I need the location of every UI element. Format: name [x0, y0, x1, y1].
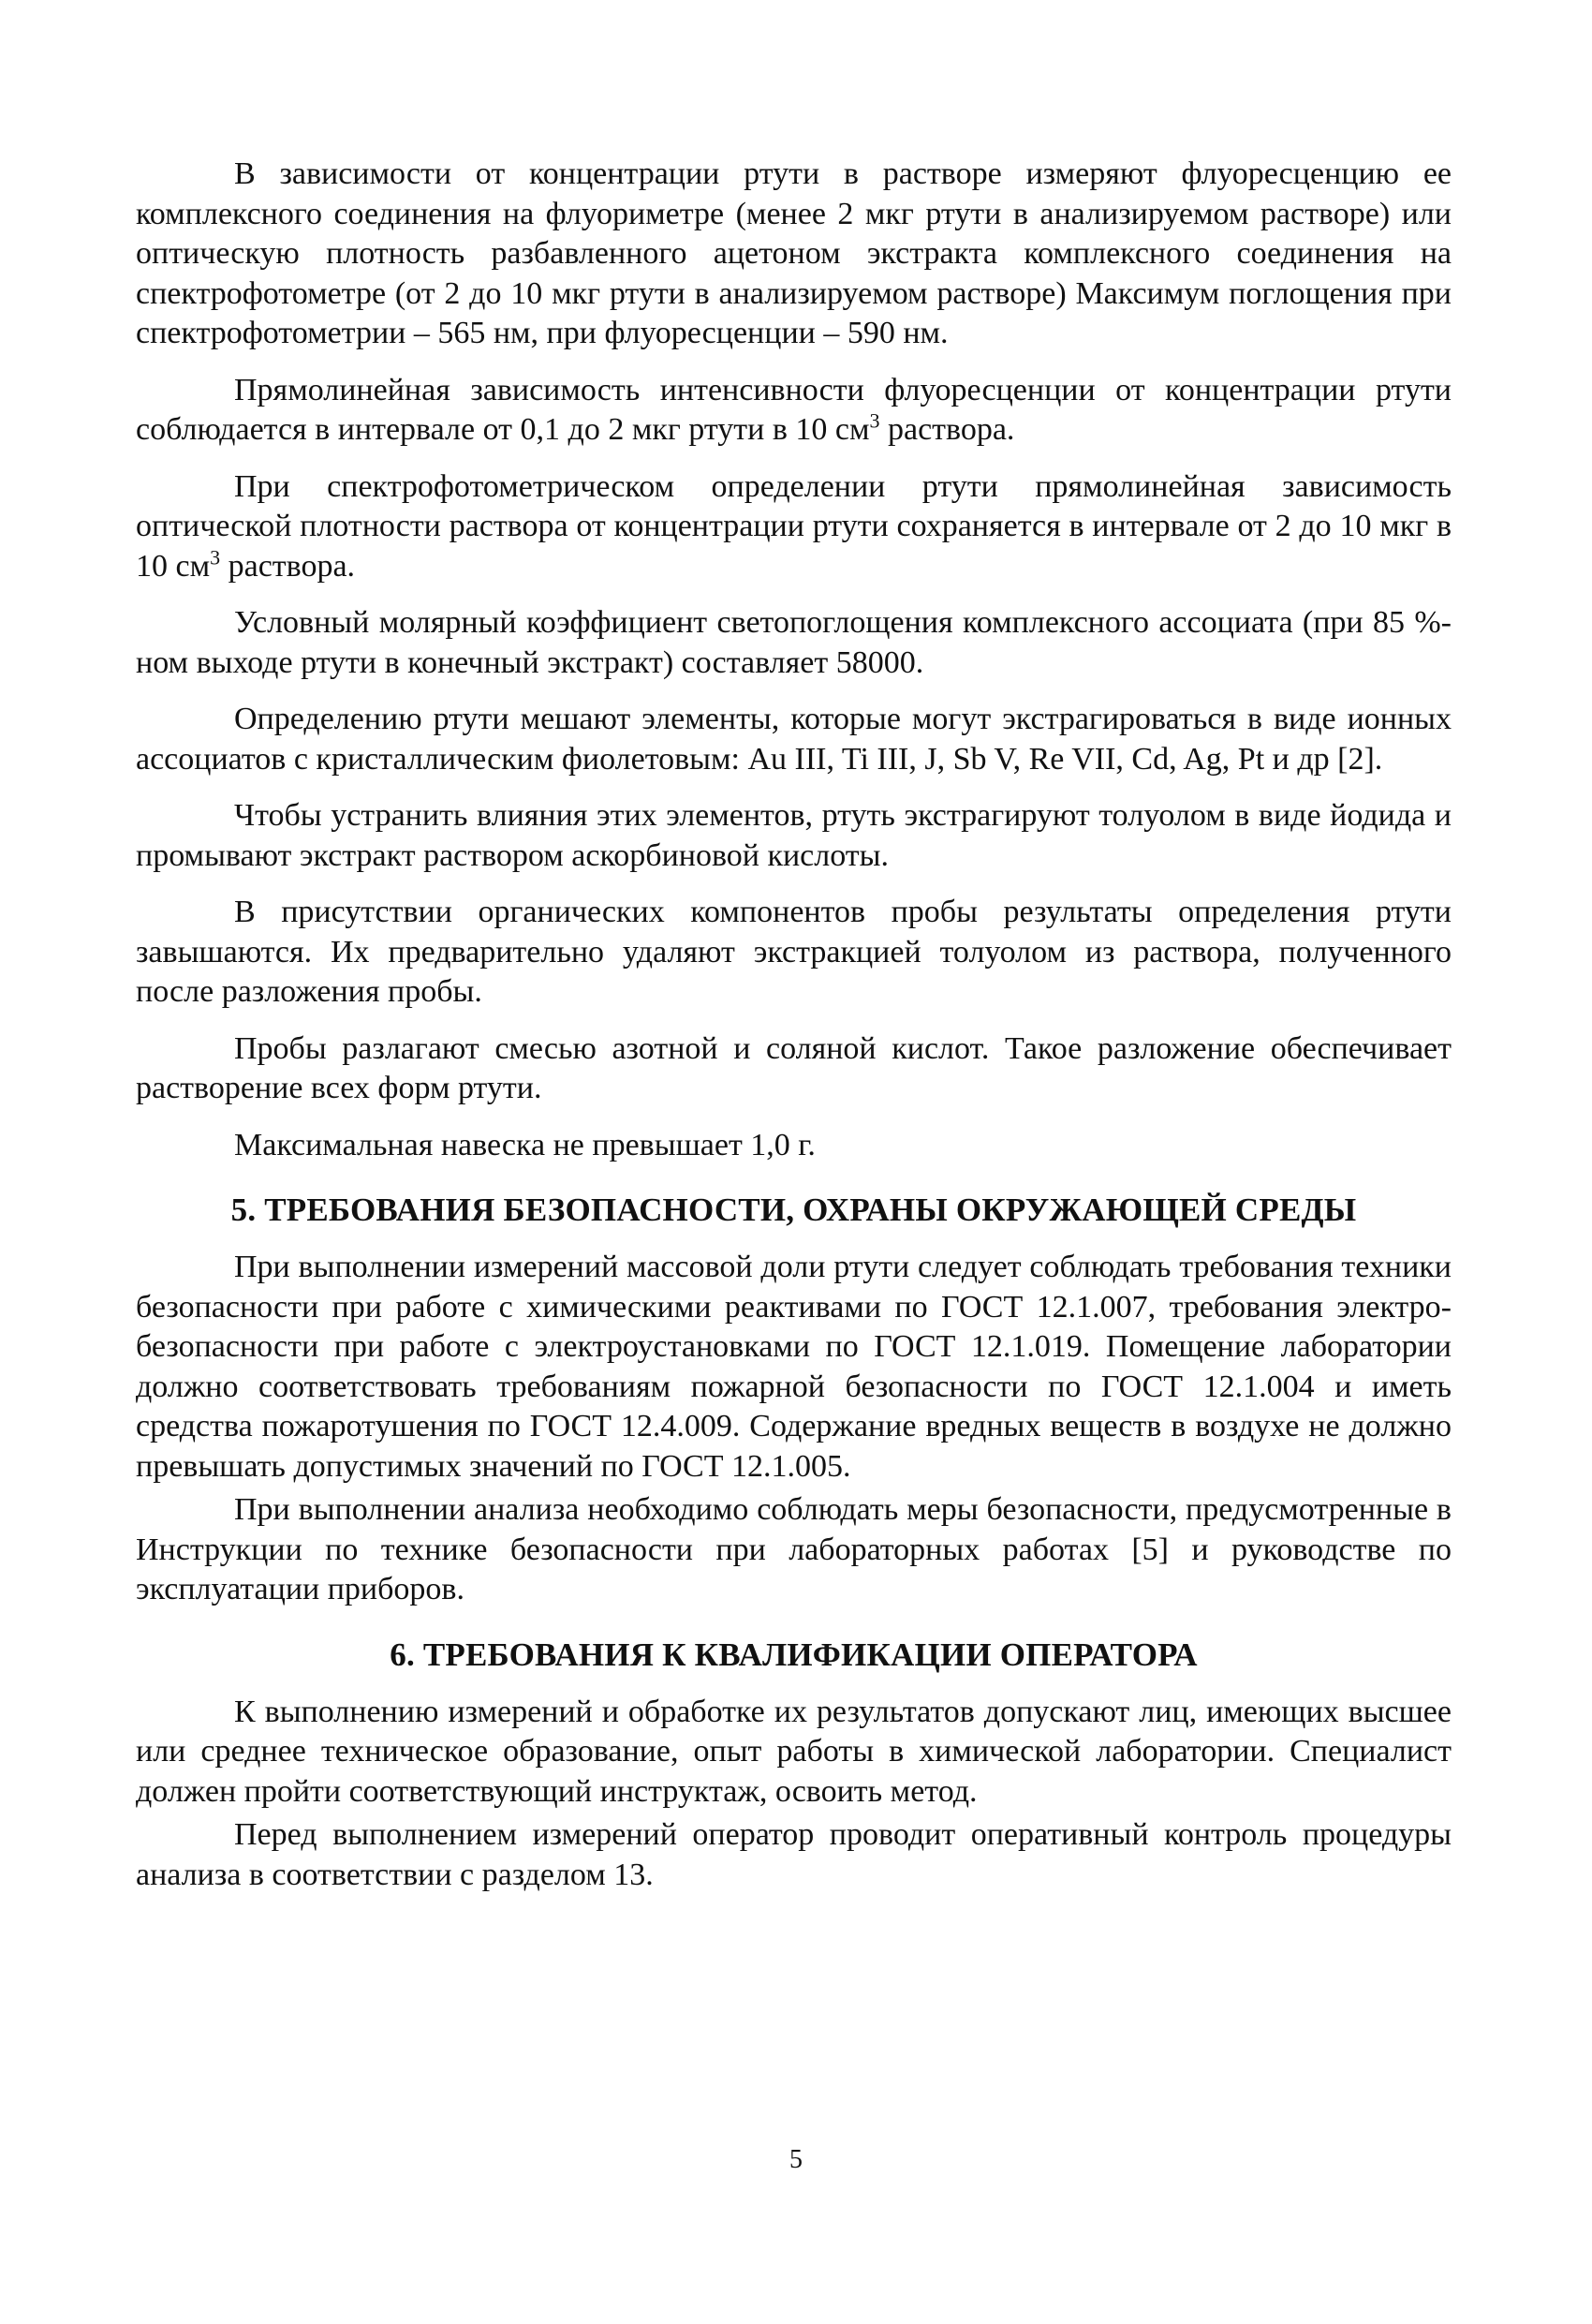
- paragraph-tail: раствора.: [220, 548, 356, 584]
- paragraph-operator-qualification: К выполнению измерений и обработке их результатов допускают лиц, имеющих высшее или среднее техническое образование, опыт работы в химической лаборатории. Специалист должен пройти соответствующий инструктаж, освоить метод.: [136, 1694, 1452, 1809]
- page-number: 5: [789, 2145, 803, 2174]
- paragraph-text: Прямолинейная зависимость интенсивности флуоресценции от концентрации ртути соблюдается в интервале от 0,1 до 2 мкг ртути в 10 см: [136, 372, 1452, 447]
- paragraph-safety-measures: При выполнении анализа необходимо соблюдать меры безопасности, предусмотренные в Инструкции по технике безопасности при лабораторных работах [5] и руководстве по эксплуатации приборов.: [136, 1492, 1452, 1606]
- paragraph-fluorescence-linearity: [136, 371, 1452, 451]
- paragraph-text: При спектрофотометрическом определении ртути прямолинейная зависимость оптической плотности раствора от концентрации ртути сохраняется в интервале от 2 до 10 мкг в 10 см: [136, 468, 1452, 584]
- paragraph-operational-control: Перед выполнением измерений оператор проводит оперативный контроль процедуры анализа в соответствии с разделом 13.: [136, 1817, 1452, 1892]
- document-page: [136, 155, 1452, 1912]
- paragraph-decomposition: Пробы разлагают смесью азотной и соляной кислот. Такое разложение обеспечивает растворение всех форм ртути.: [136, 1030, 1452, 1105]
- paragraph-safety-requirements: При выполнении измерений массовой доли ртути следует соблюдать требования техники безопасности при работе с химическими реактивами по ГОСТ 12.1.007, требования электро-безопасности при работе с электроустановками по ГОСТ 12.1.019. Помещение лаборатории должно соответствовать требованиям пожарной безопасности по ГОСТ 12.1.004 и иметь средства пожаротушения по ГОСТ 12.4.009. Содержание вредных веществ в воздухе не должно превышать допустимых значений по ГОСТ 12.1.005.: [136, 1250, 1452, 1484]
- paragraph-spectrophotometric-linearity: [136, 467, 1452, 587]
- paragraph-measurement-method: В зависимости от концентрации ртути в растворе измеряют флуоресценцию ее комплексного соединения на флуориметре (менее 2 мкг ртути в анализируемом растворе) или оптическую плотность разбавленного ацетоном экстракта комплексного соединения на спектрофотометре (от 2 до 10 мкг ртути в анализируемом растворе) Максимум поглощения при спектрофотометрии – 565 нм, при флуоресценции – 590 нм.: [136, 156, 1452, 350]
- section-6-heading: 6. ТРЕБОВАНИЯ К КВАЛИФИКАЦИИ ОПЕРАТОРА: [390, 1636, 1198, 1673]
- superscript-cube: 3: [210, 545, 221, 570]
- paragraph-molar-coefficient: Условный молярный коэффициент светопоглощения комплексного ассоциата (при 85 %-ном выходе ртути в конечный экстракт) составляет 58000.: [136, 605, 1452, 680]
- paragraph-tail: раствора.: [879, 412, 1015, 447]
- superscript-cube: 3: [869, 408, 880, 433]
- paragraph-interfering-elements: Определению ртути мешают элементы, которые могут экстрагироваться в виде ионных ассоциатов с кристаллическим фиолетовым: Au III, Ti III, J, Sb V, Re VII, Cd, Ag, Pt и др [2].: [136, 702, 1452, 777]
- paragraph-organic-components: В присутствии органических компонентов пробы результаты определения ртути завышаются. Их предварительно удаляют экстракцией толуолом из раствора, полученного после разложения пробы.: [136, 895, 1452, 1009]
- section-5-heading: 5. ТРЕБОВАНИЯ БЕЗОПАСНОСТИ, ОХРАНЫ ОКРУЖАЮЩЕЙ СРЕДЫ: [230, 1192, 1357, 1228]
- paragraph-max-sample: Максимальная навеска не превышает 1,0 г.: [234, 1127, 816, 1162]
- paragraph-elimination: Чтобы устранить влияния этих элементов, ртуть экстрагируют толуолом в виде йодида и промывают экстракт раствором аскорбиновой кислоты.: [136, 798, 1452, 873]
